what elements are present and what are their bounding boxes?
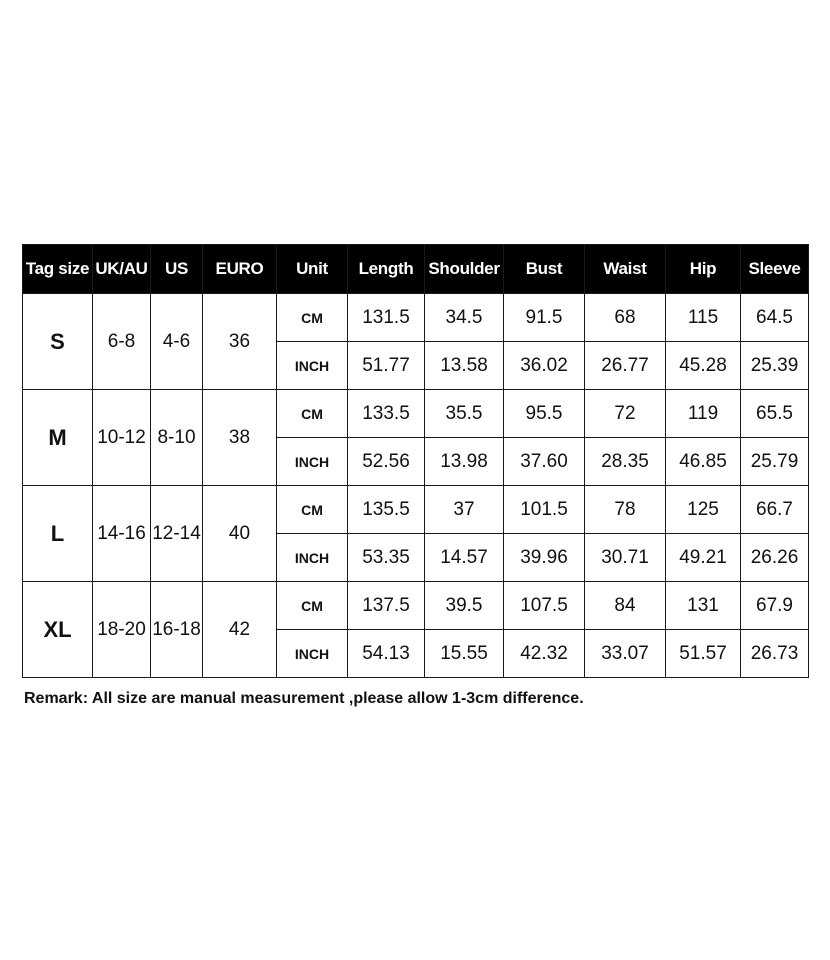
unit-cell: CM — [277, 390, 348, 438]
header-length: Length — [348, 245, 425, 294]
sleeve-cell: 25.79 — [741, 438, 809, 486]
shoulder-cell: 39.5 — [425, 582, 504, 630]
header-shoulder: Shoulder — [425, 245, 504, 294]
sleeve-cell: 26.73 — [741, 630, 809, 678]
hip-cell: 119 — [666, 390, 741, 438]
euro-cell: 36 — [203, 294, 277, 390]
shoulder-cell: 35.5 — [425, 390, 504, 438]
us-cell: 12-14 — [151, 486, 203, 582]
header-bust: Bust — [504, 245, 585, 294]
sleeve-cell: 66.7 — [741, 486, 809, 534]
header-tag-size: Tag size — [23, 245, 93, 294]
us-cell: 8-10 — [151, 390, 203, 486]
waist-cell: 30.71 — [585, 534, 666, 582]
tag-size-cell: XL — [23, 582, 93, 678]
hip-cell: 49.21 — [666, 534, 741, 582]
uk-au-cell: 10-12 — [93, 390, 151, 486]
length-cell: 135.5 — [348, 486, 425, 534]
waist-cell: 28.35 — [585, 438, 666, 486]
header-uk-au: UK/AU — [93, 245, 151, 294]
header-row — [23, 245, 809, 294]
uk-au-cell: 6-8 — [93, 294, 151, 390]
shoulder-cell: 15.55 — [425, 630, 504, 678]
length-cell: 137.5 — [348, 582, 425, 630]
bust-cell: 42.32 — [504, 630, 585, 678]
waist-cell: 78 — [585, 486, 666, 534]
waist-cell: 84 — [585, 582, 666, 630]
euro-cell: 42 — [203, 582, 277, 678]
us-cell: 16-18 — [151, 582, 203, 678]
hip-cell: 51.57 — [666, 630, 741, 678]
table-row — [23, 294, 809, 342]
hip-cell: 131 — [666, 582, 741, 630]
bust-cell: 37.60 — [504, 438, 585, 486]
hip-cell: 115 — [666, 294, 741, 342]
unit-cell: INCH — [277, 630, 348, 678]
waist-cell: 33.07 — [585, 630, 666, 678]
uk-au-cell: 14-16 — [93, 486, 151, 582]
tag-size-cell: M — [23, 390, 93, 486]
tag-size-cell: L — [23, 486, 93, 582]
size-chart-table — [22, 244, 809, 678]
length-cell: 53.35 — [348, 534, 425, 582]
bust-cell: 107.5 — [504, 582, 585, 630]
uk-au-cell: 18-20 — [93, 582, 151, 678]
unit-cell: INCH — [277, 534, 348, 582]
length-cell: 52.56 — [348, 438, 425, 486]
length-cell: 133.5 — [348, 390, 425, 438]
us-cell: 4-6 — [151, 294, 203, 390]
sleeve-cell: 67.9 — [741, 582, 809, 630]
length-cell: 131.5 — [348, 294, 425, 342]
header-us: US — [151, 245, 203, 294]
sleeve-cell: 65.5 — [741, 390, 809, 438]
length-cell: 54.13 — [348, 630, 425, 678]
bust-cell: 95.5 — [504, 390, 585, 438]
shoulder-cell: 34.5 — [425, 294, 504, 342]
remark-text: Remark: All size are manual measurement ,please allow 1-3cm difference. — [24, 690, 584, 707]
header-hip: Hip — [666, 245, 741, 294]
length-cell: 51.77 — [348, 342, 425, 390]
shoulder-cell: 14.57 — [425, 534, 504, 582]
waist-cell: 72 — [585, 390, 666, 438]
hip-cell: 46.85 — [666, 438, 741, 486]
header-sleeve: Sleeve — [741, 245, 809, 294]
sleeve-cell: 25.39 — [741, 342, 809, 390]
bust-cell: 91.5 — [504, 294, 585, 342]
hip-cell: 125 — [666, 486, 741, 534]
unit-cell: CM — [277, 486, 348, 534]
header-waist: Waist — [585, 245, 666, 294]
shoulder-cell: 13.58 — [425, 342, 504, 390]
tag-size-cell: S — [23, 294, 93, 390]
unit-cell: INCH — [277, 438, 348, 486]
bust-cell: 36.02 — [504, 342, 585, 390]
sleeve-cell: 26.26 — [741, 534, 809, 582]
shoulder-cell: 37 — [425, 486, 504, 534]
waist-cell: 26.77 — [585, 342, 666, 390]
hip-cell: 45.28 — [666, 342, 741, 390]
sleeve-cell: 64.5 — [741, 294, 809, 342]
unit-cell: INCH — [277, 342, 348, 390]
bust-cell: 39.96 — [504, 534, 585, 582]
header-unit: Unit — [277, 245, 348, 294]
bust-cell: 101.5 — [504, 486, 585, 534]
euro-cell: 38 — [203, 390, 277, 486]
unit-cell: CM — [277, 294, 348, 342]
waist-cell: 68 — [585, 294, 666, 342]
euro-cell: 40 — [203, 486, 277, 582]
table-row — [23, 486, 809, 534]
table-row — [23, 582, 809, 630]
header-euro: EURO — [203, 245, 277, 294]
shoulder-cell: 13.98 — [425, 438, 504, 486]
unit-cell: CM — [277, 582, 348, 630]
table-row — [23, 390, 809, 438]
